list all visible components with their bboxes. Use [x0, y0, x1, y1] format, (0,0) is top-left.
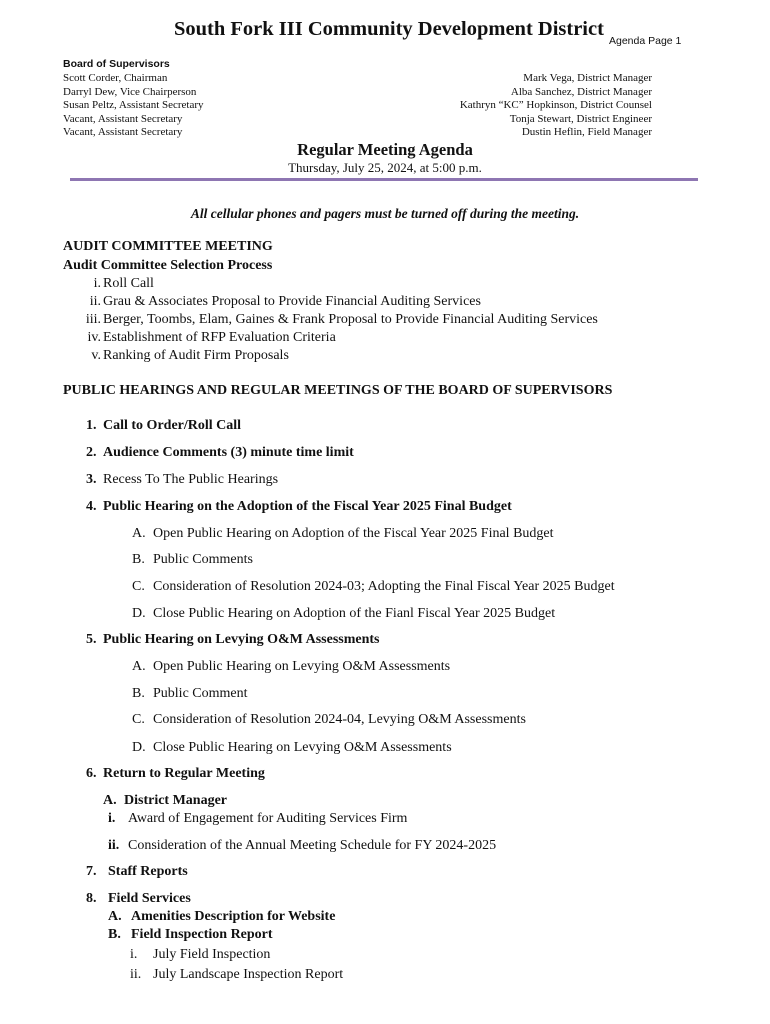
meeting-title: Regular Meeting Agenda — [297, 140, 473, 159]
item-number: 8. — [86, 891, 97, 906]
item-text: Close Public Hearing on Adoption of the Fianl Fiscal Year 2025 Budget — [153, 606, 556, 621]
item-text: Ranking of Audit Firm Proposals — [103, 348, 289, 363]
item-text: Amenities Description for Website — [131, 909, 336, 924]
staff-member: Dustin Heflin, Field Manager — [521, 126, 652, 139]
item-text: Open Public Hearing on Levying O&M Assessments — [153, 659, 451, 674]
item-text: Establishment of RFP Evaluation Criteria — [103, 330, 336, 345]
item-number: A. — [132, 526, 146, 541]
item-text: Public Hearing on the Adoption of the Fiscal Year 2025 Final Budget — [103, 499, 512, 514]
staff-list — [460, 72, 652, 140]
item-text: Field Inspection Report — [131, 927, 273, 942]
item-text: Public Comments — [153, 552, 253, 567]
agenda-subitem — [108, 927, 273, 943]
audit-subheading: Audit Committee Selection Process — [63, 258, 273, 273]
item-number: A. — [132, 659, 146, 674]
item-number: 1. — [86, 418, 97, 433]
agenda-subitem — [132, 579, 615, 595]
item-number: 7. — [86, 864, 97, 879]
page-label: Agenda Page 1 — [609, 35, 682, 47]
item-number: ii. — [108, 838, 120, 853]
agenda-subitem — [132, 659, 450, 675]
item-number: v. — [91, 348, 101, 363]
board-member: Vacant, Assistant Secretary — [63, 126, 183, 139]
item-text: Public Comment — [153, 686, 248, 701]
staff-member: Mark Vega, District Manager — [523, 72, 652, 84]
agenda-item — [86, 499, 512, 515]
item-number: ii. — [89, 294, 101, 309]
item-number: C. — [132, 712, 145, 727]
item-text: Consideration of Resolution 2024-04, Levying O&M Assessments — [153, 712, 526, 727]
agenda-subitem — [132, 686, 248, 702]
agenda-subitem — [103, 793, 227, 809]
item-text: Consideration of Resolution 2024-03; Adopting the Final Fiscal Year 2025 Budget — [153, 579, 615, 594]
audit-item — [63, 276, 154, 292]
item-text: Return to Regular Meeting — [103, 766, 265, 781]
item-number: 3. — [86, 472, 97, 487]
item-text: Consideration of the Annual Meeting Schedule for FY 2024-2025 — [128, 838, 497, 853]
item-number: B. — [108, 927, 121, 942]
agenda-subitem — [132, 712, 526, 728]
item-number: D. — [132, 606, 146, 621]
board-member: Darryl Dew, Vice Chairperson — [63, 85, 197, 98]
agenda-subitem — [108, 909, 335, 925]
item-number: iii. — [85, 312, 101, 327]
item-number: 2. — [86, 445, 97, 460]
document-title: South Fork III Community Development District — [174, 18, 604, 40]
agenda-subitem — [132, 740, 452, 756]
audit-heading: AUDIT COMMITTEE MEETING — [63, 239, 273, 254]
item-number: i. — [108, 811, 116, 826]
item-number: i. — [93, 276, 101, 291]
agenda-subsubitem — [130, 967, 343, 983]
staff-member: Tonja Stewart, District Engineer — [509, 112, 652, 125]
agenda-item — [86, 766, 265, 782]
item-number: B. — [132, 686, 145, 701]
item-number: D. — [132, 740, 146, 755]
agenda-item — [86, 891, 191, 907]
audit-item — [63, 330, 336, 346]
staff-member: Kathryn “KC” Hopkinson, District Counsel — [459, 99, 652, 112]
agenda-subsubitem — [130, 947, 270, 963]
agenda-subitem — [132, 526, 554, 542]
item-text: Audience Comments (3) minute time limit — [103, 445, 354, 460]
item-text: District Manager — [124, 793, 228, 808]
header-divider — [70, 178, 698, 181]
agenda-item — [86, 418, 241, 434]
public-hearings-heading: PUBLIC HEARINGS AND REGULAR MEETINGS OF THE BOARD OF SUPERVISORS — [63, 383, 613, 398]
item-text: Grau & Associates Proposal to Provide Financial Auditing Services — [103, 294, 481, 309]
audit-item — [63, 312, 598, 328]
item-text: Recess To The Public Hearings — [103, 472, 279, 487]
item-text: July Field Inspection — [153, 947, 271, 962]
item-number: B. — [132, 552, 145, 567]
item-number: iv. — [87, 330, 101, 345]
item-text: Call to Order/Roll Call — [103, 418, 242, 433]
agenda-item — [86, 472, 278, 488]
agenda-subitem — [132, 606, 555, 622]
meeting-date: Thursday, July 25, 2024, at 5:00 p.m. — [288, 160, 482, 175]
item-number: A. — [108, 909, 122, 924]
board-member: Vacant, Assistant Secretary — [63, 112, 183, 125]
item-number: ii. — [130, 967, 142, 982]
agenda-item — [86, 632, 380, 648]
item-number: C. — [132, 579, 145, 594]
item-text: Close Public Hearing on Levying O&M Assessments — [153, 740, 452, 755]
item-text: Berger, Toombs, Elam, Gaines & Frank Proposal to Provide Financial Auditing Services — [103, 312, 598, 327]
item-number: 4. — [86, 499, 97, 514]
audit-item — [63, 348, 289, 364]
board-heading: Board of Supervisors — [63, 58, 170, 70]
item-number: i. — [130, 947, 138, 962]
board-member: Scott Corder, Chairman — [63, 72, 168, 84]
board-members-list — [63, 72, 204, 140]
item-text: Public Hearing on Levying O&M Assessments — [103, 632, 380, 647]
item-number: 6. — [86, 766, 97, 781]
agenda-subsubitem — [108, 811, 407, 827]
agenda-subsubitem — [108, 838, 496, 854]
item-text: Field Services — [108, 891, 191, 906]
item-number: A. — [103, 793, 117, 808]
audit-item — [63, 294, 481, 310]
item-text: July Landscape Inspection Report — [153, 967, 344, 982]
item-text: Open Public Hearing on Adoption of the Fiscal Year 2025 Final Budget — [153, 526, 554, 541]
agenda-subitem — [132, 552, 253, 568]
phone-notice: All cellular phones and pagers must be turned off during the meeting. — [190, 206, 580, 221]
item-text: Staff Reports — [108, 864, 188, 879]
staff-member: Alba Sanchez, District Manager — [510, 85, 652, 98]
item-text: Award of Engagement for Auditing Services Firm — [128, 811, 408, 826]
item-text: Roll Call — [103, 276, 154, 291]
board-member: Susan Peltz, Assistant Secretary — [63, 99, 204, 112]
agenda-item — [86, 864, 188, 880]
agenda-item — [86, 445, 354, 461]
item-number: 5. — [86, 632, 97, 647]
